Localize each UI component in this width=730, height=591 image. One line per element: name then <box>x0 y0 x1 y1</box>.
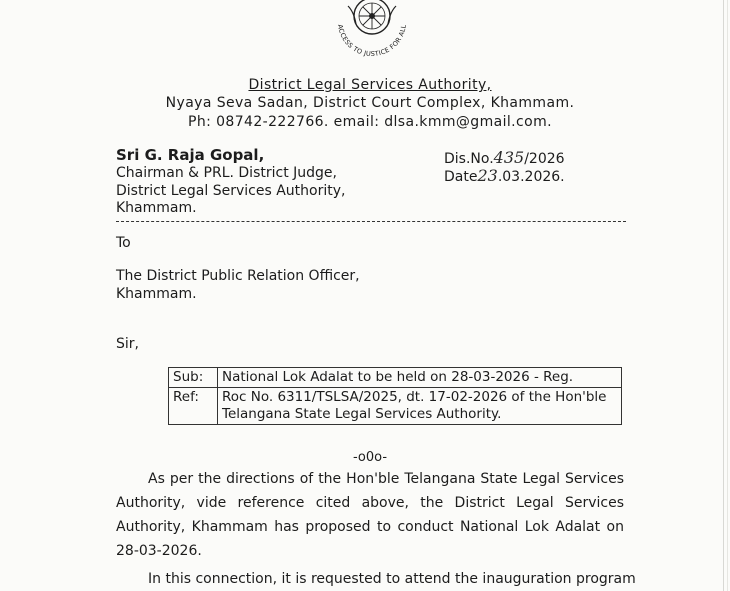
dispatch-handwritten-number: 435 <box>493 148 525 167</box>
reference-line: Telangana State Legal Services Authority. <box>222 406 502 422</box>
reference-line: Roc No. 6311/TSLSA/2025, dt. 17-02-2026 of the Hon'ble <box>222 389 607 405</box>
reference-row <box>169 388 622 425</box>
subject-row <box>169 368 622 388</box>
subject-label: Sub: <box>169 368 218 388</box>
dispatch-date <box>444 166 565 185</box>
date-month-year: .03.2026. <box>497 169 565 185</box>
date-handwritten-day: 23 <box>477 166 498 185</box>
sender-office: District Legal Services Authority, <box>116 183 346 199</box>
org-contact: Ph: 08742-222766. email: dlsa.kmm@gmail.com. <box>188 114 552 130</box>
body-line: Authority, vide reference cited above, the District Legal Services <box>116 495 624 511</box>
to-label: To <box>116 235 131 251</box>
body-line: Authority, Khammam has proposed to conduct National Lok Adalat on <box>116 519 624 535</box>
dispatch-label: Dis.No. <box>444 151 494 167</box>
dispatch-year: /2026 <box>524 151 565 167</box>
recipient-title: The District Public Relation Officer, <box>116 268 360 284</box>
body-line: In this connection, it is requested to attend the inauguration program <box>148 571 636 587</box>
reference-label: Ref: <box>169 388 218 425</box>
recipient-place: Khammam. <box>116 286 197 302</box>
dispatch-number <box>444 148 565 167</box>
salutation: Sir, <box>116 336 139 352</box>
body-line: 28-03-2026. <box>116 543 202 559</box>
sender-place: Khammam. <box>116 200 197 216</box>
separator: -o0o- <box>352 450 388 465</box>
org-address: Nyaya Seva Sadan, District Court Complex, Khammam. <box>165 95 575 111</box>
sender-name: Sri G. Raja Gopal, <box>116 146 265 164</box>
body-paragraph <box>116 467 624 563</box>
subject-reference-table <box>168 367 622 425</box>
body-paragraph <box>116 567 636 591</box>
emblem-logo-icon <box>326 0 418 58</box>
body-line: As per the directions of the Hon'ble Telangana State Legal Services <box>148 471 624 487</box>
sender-designation: Chairman & PRL. District Judge, <box>116 165 337 181</box>
subject-text: National Lok Adalat to be held on 28-03-2026 - Reg. <box>218 368 622 388</box>
date-label: Date <box>444 169 478 185</box>
emblem-motto: ACCESS TO JUSTICE FOR ALL <box>336 23 408 58</box>
divider-dashed <box>116 221 626 222</box>
reference-text <box>218 388 622 425</box>
scan-edge <box>727 0 728 591</box>
org-name: District Legal Services Authority, <box>248 77 492 93</box>
scan-edge <box>723 0 724 591</box>
